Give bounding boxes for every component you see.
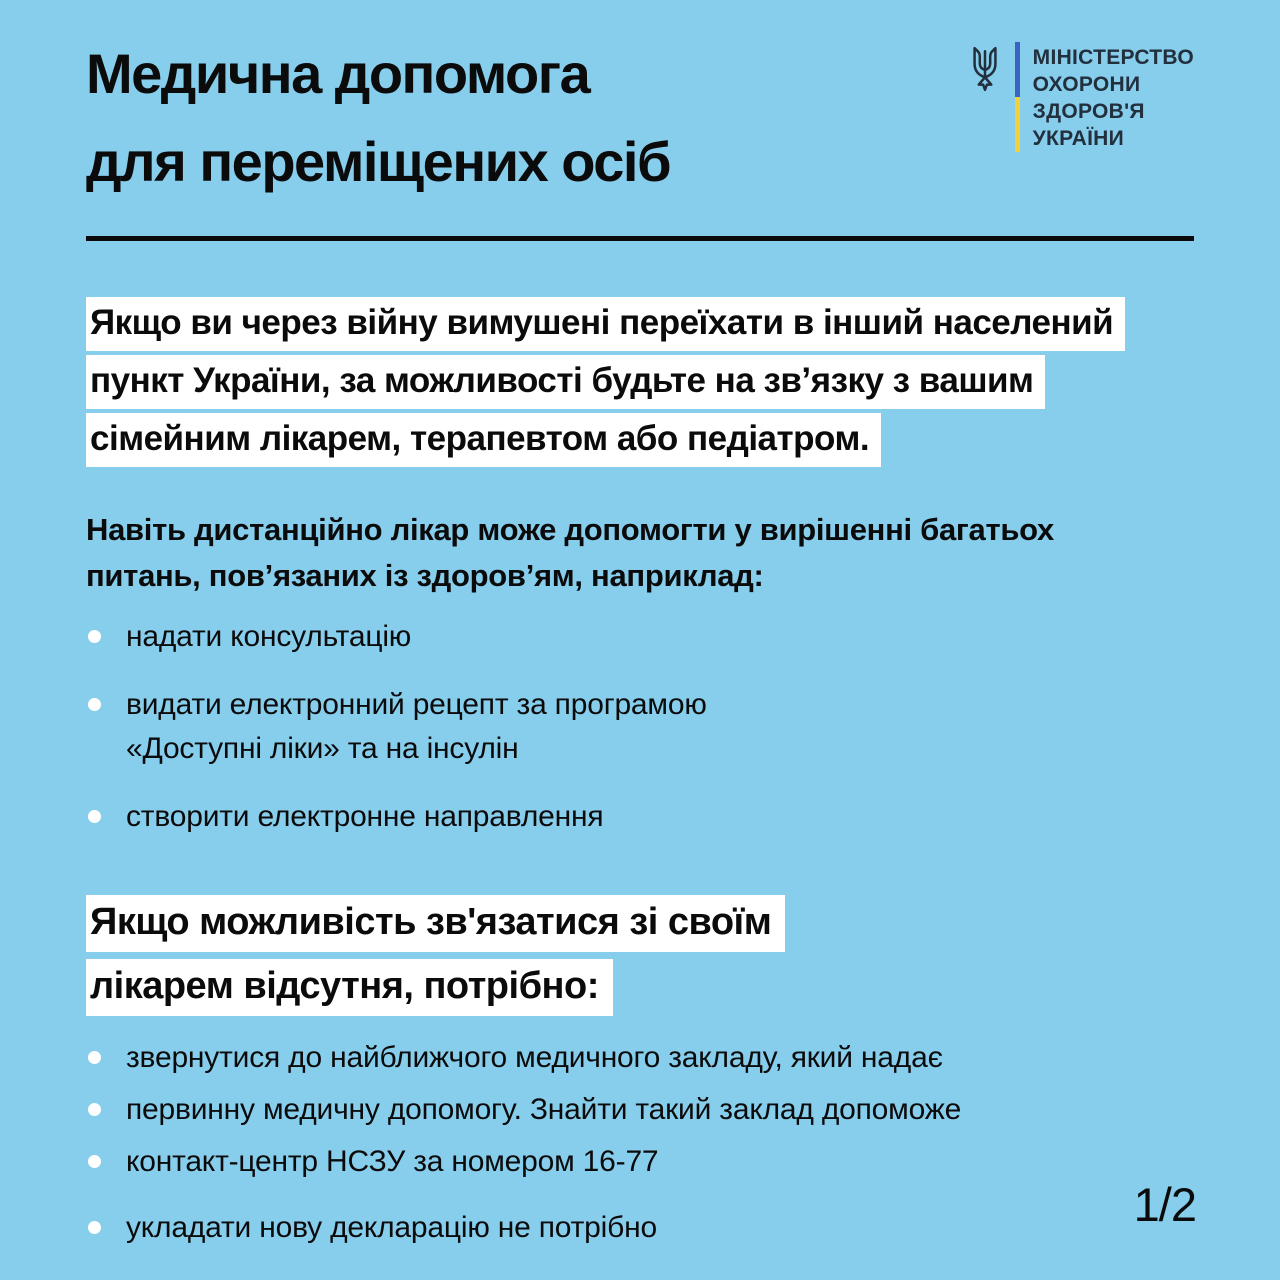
intro-section — [86, 297, 1194, 467]
bullet-dot — [88, 630, 101, 643]
heading-highlight-line-2: лікарем відсутня, потрібно: — [86, 959, 613, 1016]
bullet-dot — [88, 1103, 101, 1116]
ministry-line-2: ОХОРОНИ — [1032, 73, 1141, 96]
list-item-text: надати консультацію — [126, 620, 412, 653]
list-item — [86, 795, 1194, 839]
bullet-dot — [88, 698, 101, 711]
list-item-text: укладати нову декларацію не потрібно — [126, 1211, 657, 1244]
ministry-line-4: УКРАЇНИ — [1032, 127, 1125, 150]
list-item-text: «Доступні ліки» та на інсулін — [126, 732, 519, 765]
bullet-dot — [88, 1051, 101, 1064]
bullet-dot — [88, 810, 101, 823]
remote-help-section — [86, 507, 1194, 839]
page-number: 1/2 — [1133, 1178, 1196, 1231]
bullet-dot — [88, 1221, 101, 1234]
divider — [86, 236, 1194, 241]
header — [86, 0, 1194, 206]
title-line-2: для переміщених осіб — [86, 130, 671, 193]
ministry-line-3: ЗДОРОВ'Я — [1032, 100, 1145, 123]
tryzub-icon — [968, 44, 1002, 94]
ministry-line-1: МІНІСТЕРСТВО — [1032, 46, 1194, 69]
intro-highlight-line-3: сімейним лікарем, терапевтом або педіатром. — [86, 413, 881, 467]
list-item — [86, 615, 1194, 659]
no-contact-heading — [86, 895, 1194, 1016]
bullet-dot — [88, 1155, 101, 1168]
list-item — [86, 1036, 1194, 1080]
lead-line-2: питань, пов’язаних із здоров’ям, наприклад: — [86, 558, 764, 593]
page-title — [86, 30, 670, 206]
list-item — [86, 1088, 1194, 1132]
list-item-text: видати електронний рецепт за програмою — [126, 688, 707, 721]
list-item — [86, 1206, 1194, 1250]
title-line-1: Медична допомога — [86, 42, 590, 105]
remote-help-list — [86, 615, 1194, 839]
no-contact-list — [86, 1036, 1194, 1250]
ministry-name — [1033, 42, 1194, 152]
list-item-text: звернутися до найближчого медичного закладу, який надає — [126, 1041, 943, 1074]
no-contact-section — [86, 895, 1194, 1250]
list-item-text: первинну медичну допомогу. Знайти такий заклад допоможе — [126, 1093, 962, 1126]
list-item — [86, 1140, 1194, 1184]
intro-highlight-line-1: Якщо ви через війну вимушені переїхати в інший населений — [86, 297, 1125, 351]
flag-bar — [1015, 42, 1020, 152]
list-item — [86, 683, 1194, 771]
intro-highlight-line-2: пункт України, за можливості будьте на зв’язку з вашим — [86, 355, 1045, 409]
remote-help-lead — [86, 507, 1194, 599]
list-item-text: контакт-центр НСЗУ за номером 16-77 — [126, 1145, 659, 1178]
moh-logo — [968, 42, 1194, 152]
lead-line-1: Навіть дистанційно лікар може допомогти у вирішенні багатьох — [86, 512, 1054, 547]
list-item-text: створити електронне направлення — [126, 800, 604, 833]
heading-highlight-line-1: Якщо можливість зв'язатися зі своїм — [86, 895, 785, 952]
